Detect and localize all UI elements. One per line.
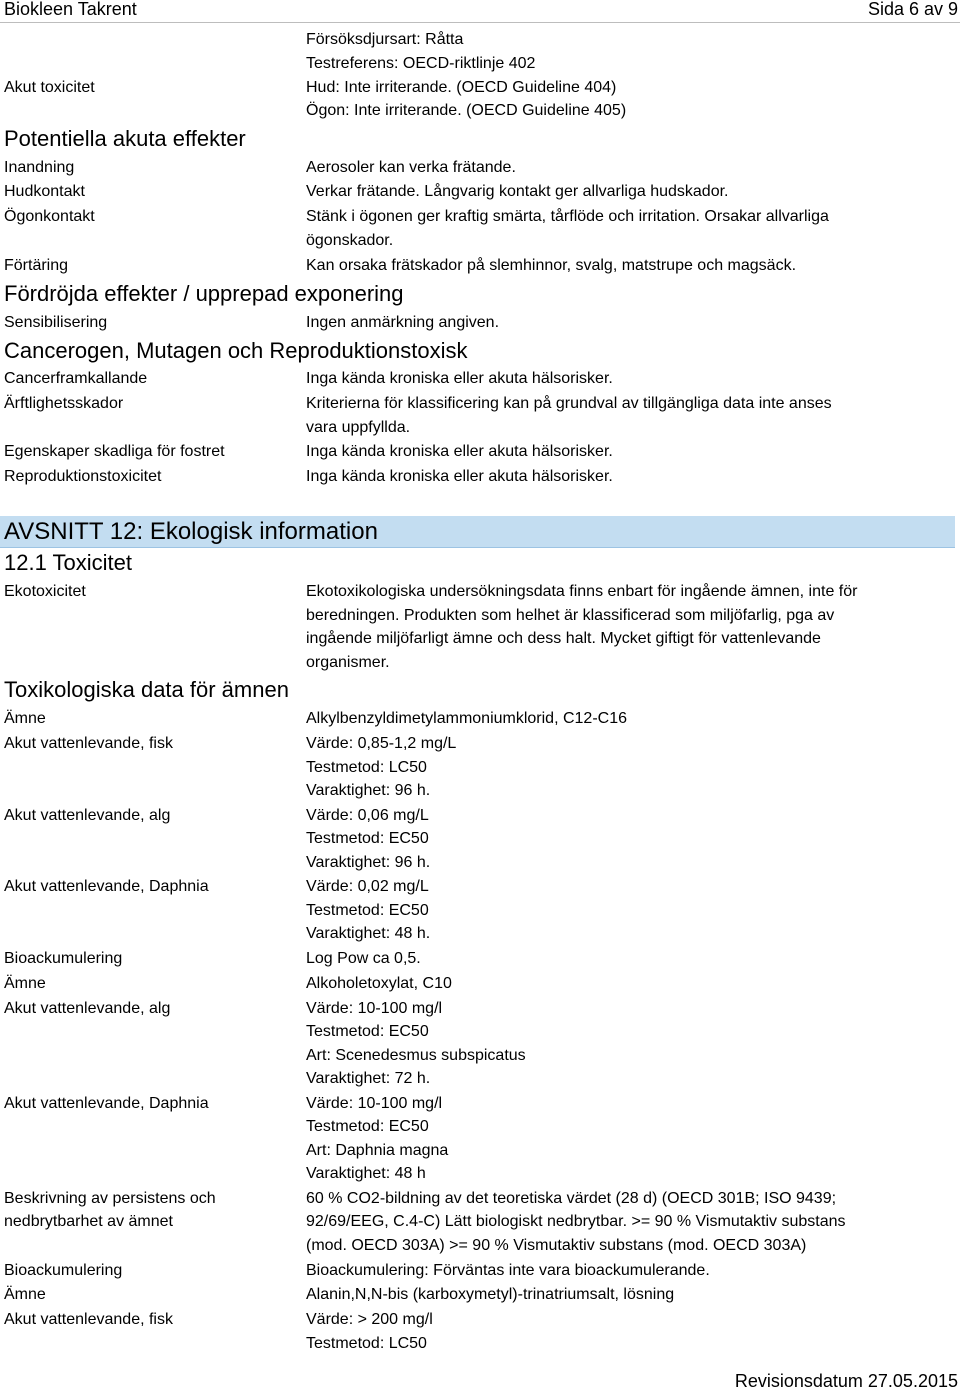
value-line: Stänk i ögonen ger kraftig smärta, tårflöde och irritation. Orsakar allvarliga bbox=[306, 208, 829, 225]
value-line: Inga kända kroniska eller akuta hälsorisker. bbox=[306, 468, 613, 485]
value-line: Värde: 0,06 mg/L bbox=[306, 807, 429, 824]
value-line: Testmetod: EC50 bbox=[306, 1118, 429, 1135]
field-label: Förtäring bbox=[4, 257, 69, 274]
field-label: Akut vattenlevande, fisk bbox=[4, 735, 173, 752]
value-line: Testmetod: LC50 bbox=[306, 1335, 427, 1352]
value-line: Testmetod: LC50 bbox=[306, 759, 427, 776]
document-title: Biokleen Takrent bbox=[4, 0, 137, 19]
field-label: Ärftlighetsskador bbox=[4, 395, 124, 412]
value-line: Varaktighet: 72 h. bbox=[306, 1070, 431, 1087]
value-line: Värde: 10-100 mg/l bbox=[306, 1000, 443, 1017]
value-line: Testmetod: EC50 bbox=[306, 830, 429, 847]
field-label: Reproduktionstoxicitet bbox=[4, 468, 162, 485]
value-line: Alanin,N,N-bis (karboxymetyl)-trinatriumsalt, lösning bbox=[306, 1286, 675, 1303]
field-label: Akut vattenlevande, Daphnia bbox=[4, 1095, 209, 1112]
heading-cmr: Cancerogen, Mutagen och Reproduktionstoxisk bbox=[4, 338, 468, 363]
value-line: Varaktighet: 48 h bbox=[306, 1165, 426, 1182]
value-line: Inga kända kroniska eller akuta hälsorisker. bbox=[306, 443, 613, 460]
heading-tox-data: Toxikologiska data för ämnen bbox=[4, 677, 289, 702]
field-label: Sensibilisering bbox=[4, 314, 108, 331]
value-line: Art: Scenedesmus subspicatus bbox=[306, 1047, 526, 1064]
field-label: nedbrytbarhet av ämnet bbox=[4, 1213, 173, 1230]
value-line: Verkar frätande. Långvarig kontakt ger allvarliga hudskador. bbox=[306, 183, 729, 200]
field-label: Akut vattenlevande, Daphnia bbox=[4, 878, 209, 895]
value-line: 60 % CO2-bildning av det teoretiska värdet (28 d) (OECD 301B; ISO 9439; bbox=[306, 1190, 837, 1207]
field-label: Cancerframkallande bbox=[4, 370, 148, 387]
field-label: Egenskaper skadliga för fostret bbox=[4, 443, 225, 460]
value-line: Värde: 0,85-1,2 mg/L bbox=[306, 735, 457, 752]
field-label: Bioackumulering bbox=[4, 1262, 123, 1279]
heading-delayed-effects: Fördröjda effekter / upprepad exponering bbox=[4, 281, 404, 306]
field-label: Hudkontakt bbox=[4, 183, 85, 200]
value-line: Alkoholetoxylat, C10 bbox=[306, 975, 452, 992]
value-line: organismer. bbox=[306, 654, 390, 671]
field-label: Ögonkontakt bbox=[4, 208, 95, 225]
value-line: Värde: 10-100 mg/l bbox=[306, 1095, 443, 1112]
field-label: Ekotoxicitet bbox=[4, 583, 86, 600]
value-line: Kan orsaka frätskador på slemhinnor, svalg, matstrupe och magsäck. bbox=[306, 257, 797, 274]
field-label: Ämne bbox=[4, 975, 46, 992]
value-line: Försöksdjursart: Råtta bbox=[306, 31, 464, 48]
value-line: Alkylbenzyldimetylammoniumklorid, C12-C16 bbox=[306, 710, 627, 727]
value-line: beredningen. Produkten som helhet är klassificerad som miljöfarlig, pga av bbox=[306, 607, 835, 624]
value-line: Ingen anmärkning angiven. bbox=[306, 314, 500, 331]
acute-tox-label: Akut toxicitet bbox=[4, 79, 95, 96]
field-label: Beskrivning av persistens och bbox=[4, 1190, 216, 1207]
value-line: (mod. OECD 303A) >= 90 % Vismutaktiv substans (mod. OECD 303A) bbox=[306, 1237, 807, 1254]
page-number: Sida 6 av 9 bbox=[867, 0, 958, 19]
value-line: Bioackumulering: Förväntas inte vara bioackumulerande. bbox=[306, 1262, 710, 1279]
value-line: Varaktighet: 48 h. bbox=[306, 925, 431, 942]
heading-acute-effects: Potentiella akuta effekter bbox=[4, 126, 246, 151]
value-line: ingående miljöfarligt ämne och dess halt. Mycket giftigt för vattenlevande bbox=[306, 630, 821, 647]
field-label: Akut vattenlevande, alg bbox=[4, 807, 171, 824]
value-line: Hud: Inte irriterande. (OECD Guideline 404) bbox=[306, 79, 617, 96]
value-line: Värde: 0,02 mg/L bbox=[306, 878, 429, 895]
value-line: Testmetod: EC50 bbox=[306, 902, 429, 919]
value-line: Ekotoxikologiska undersökningsdata finns enbart för ingående ämnen, inte för bbox=[306, 583, 858, 600]
revision-date: Revisionsdatum 27.05.2015 bbox=[734, 1371, 958, 1391]
field-label: Akut vattenlevande, alg bbox=[4, 1000, 171, 1017]
value-line: Aerosoler kan verka frätande. bbox=[306, 159, 516, 176]
value-line: Varaktighet: 96 h. bbox=[306, 854, 431, 871]
value-line: Värde: > 200 mg/l bbox=[306, 1311, 433, 1328]
page-header bbox=[0, 0, 960, 23]
value-line: Log Pow ca 0,5. bbox=[306, 950, 421, 967]
value-line: Testreferens: OECD-riktlinje 402 bbox=[306, 55, 536, 72]
value-line: Inga kända kroniska eller akuta hälsorisker. bbox=[306, 370, 613, 387]
field-label: Bioackumulering bbox=[4, 950, 123, 967]
value-line: Varaktighet: 96 h. bbox=[306, 782, 431, 799]
subsection-title: 12.1 Toxicitet bbox=[4, 550, 133, 575]
field-label: Inandning bbox=[4, 159, 75, 176]
field-label: Ämne bbox=[4, 1286, 46, 1303]
value-line: Kriterierna för klassificering kan på grundval av tillgängliga data inte anses bbox=[306, 395, 832, 412]
section-title: AVSNITT 12: Ekologisk information bbox=[4, 518, 378, 545]
value-line: ögonskador. bbox=[306, 232, 394, 249]
value-line: Art: Daphnia magna bbox=[306, 1142, 449, 1159]
value-line: Testmetod: EC50 bbox=[306, 1023, 429, 1040]
value-line: vara uppfyllda. bbox=[306, 419, 411, 436]
value-line: 92/69/EEG, C.4-C) Lätt biologiskt nedbrytbar. >= 90 % Vismutaktiv substans bbox=[306, 1213, 846, 1230]
field-label: Ämne bbox=[4, 710, 46, 727]
value-line: Ögon: Inte irriterande. (OECD Guideline 405) bbox=[306, 102, 627, 119]
field-label: Akut vattenlevande, fisk bbox=[4, 1311, 173, 1328]
